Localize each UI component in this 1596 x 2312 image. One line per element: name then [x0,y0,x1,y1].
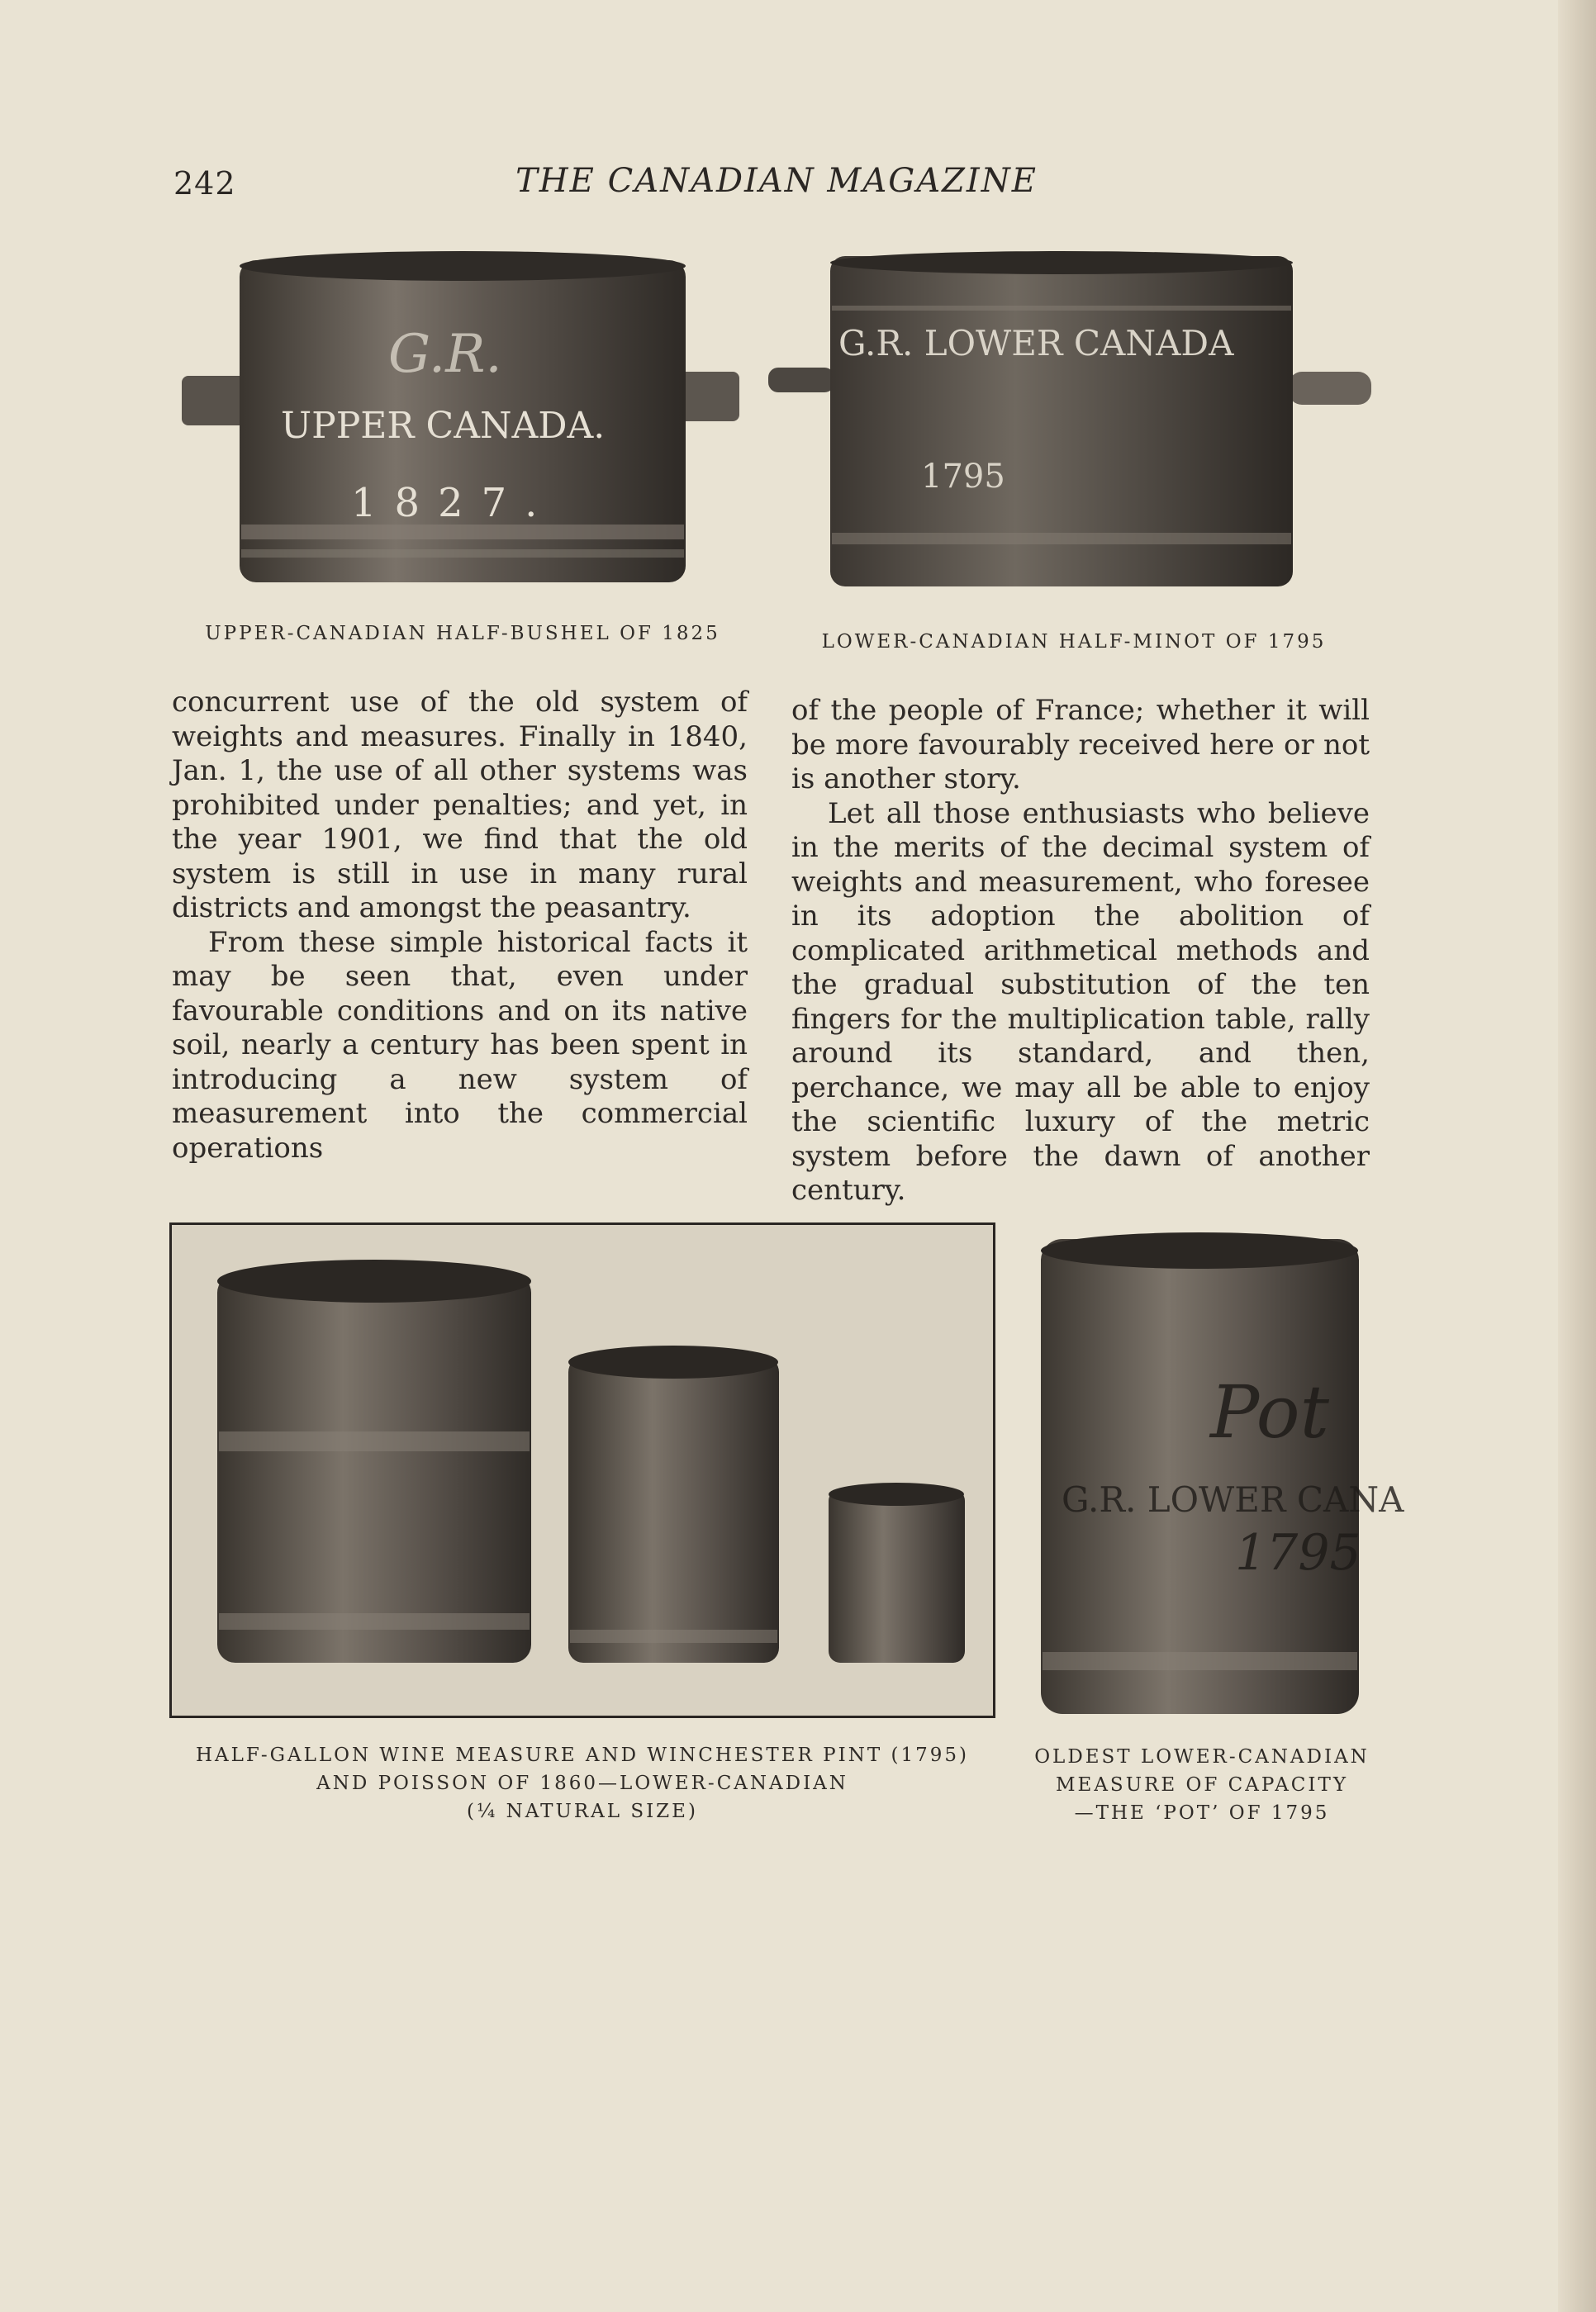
pot-caption-line-3: —THE ‘POT’ OF 1795 [1074,1802,1330,1824]
left-paragraph-1: concurrent use of the old system of weights and measures. Finally in 1840, Jan. 1, the use of all other systems was prohibited under penalties; and yet, in the year 1901, we find that the old system is still in use in many rural districts and amongst the peasantry. [172,686,748,924]
upper-canada-cypher-text: G.R. [388,324,502,385]
pot-year-text: 1795 [1235,1524,1361,1582]
upper-canada-inscription-text: UPPER CANADA. [281,405,606,447]
pot-photo [1037,1231,1404,1722]
lower-canada-year-text: 1795 [921,458,1005,496]
right-paragraph-2: Let all those enthusiasts who believe in the merits of the decimal system of weights and measurement, who foresee in its adoption the abolition of complicated arithmetical methods and the gradual substitution of the ten fingers for the multiplication table, rally around its standard, and then, perchance, we may all be able to enjoy the scientific luxury of the metric system before the dawn of another century. [791,796,1370,1207]
right-paragraph-1: of the people of France; whether it will be more favourably received here or not is another story. [791,694,1370,795]
right-column-text [791,694,1370,1208]
left-paragraph-2: From these simple historical facts it may be seen that, even under favourable conditions and on its native soil, nearly a century has been spent in introducing a new system of measurement into the commercial operations [172,925,748,1165]
running-title: THE CANADIAN MAGAZINE [515,162,1038,200]
page-header [165,162,1388,211]
measures-group-caption [169,1741,995,1825]
lower-canada-half-minot-photo [764,248,1375,603]
upper-canada-caption: UPPER-CANADIAN HALF-BUSHEL OF 1825 [205,623,720,644]
measures-group-caption-line-1: HALF-GALLON WINE MEASURE AND WINCHESTER PINT (1795) [195,1745,970,1766]
upper-canada-year-text: 1827. [351,480,556,526]
pot-caption-line-1: OLDEST LOWER-CANADIAN [1034,1746,1370,1768]
page-edge [1558,0,1596,2312]
pot-caption-line-2: MEASURE OF CAPACITY [1055,1774,1349,1796]
pot-script-text: Pot [1210,1370,1329,1455]
left-column-text [172,686,748,1165]
pot-caption [1024,1743,1380,1827]
measures-group-frame [169,1222,995,1718]
measures-group-caption-line-2: AND POISSON OF 1860—LOWER-CANADIAN [316,1773,848,1794]
page-number: 242 [173,165,236,202]
upper-canada-half-bushel-photo [173,248,743,603]
pot-inscription-text: G.R. LOWER CANA [1062,1479,1404,1520]
lower-canada-inscription-text: G.R. LOWER CANADA [838,323,1234,363]
lower-canada-caption: LOWER-CANADIAN HALF-MINOT OF 1795 [821,631,1327,653]
measures-group-photo [172,1225,993,1716]
measures-group-caption-line-3: (¼ NATURAL SIZE) [467,1801,698,1822]
